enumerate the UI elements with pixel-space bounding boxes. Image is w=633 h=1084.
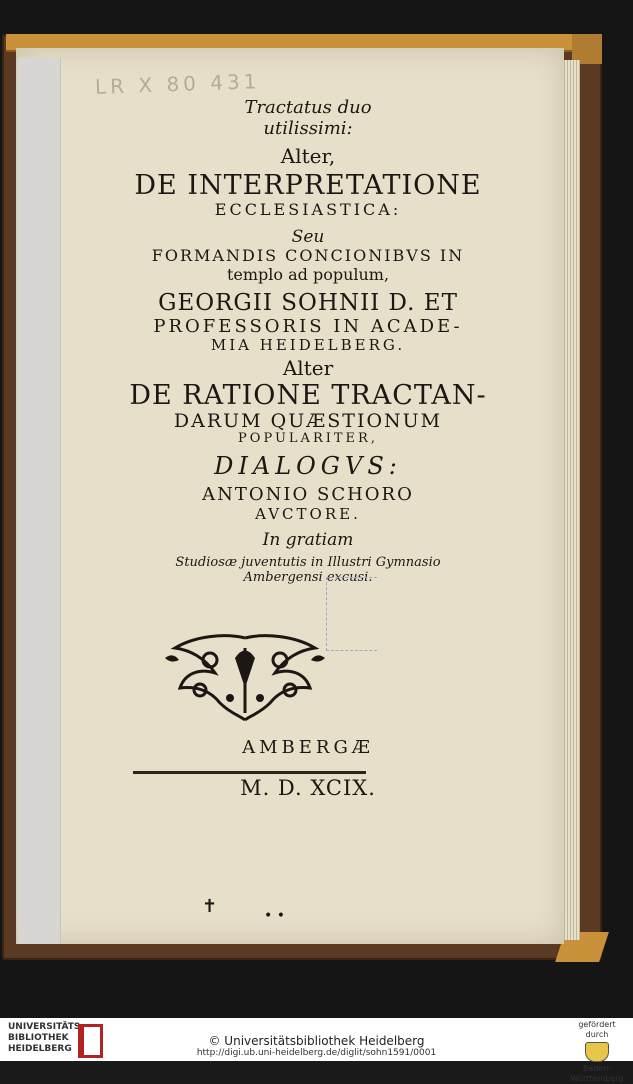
title-line: MIA HEIDELBERG.	[210, 336, 406, 355]
ink-dots-icon: • •	[264, 908, 285, 924]
title-line: In gratiam	[262, 529, 354, 550]
imprint-rule	[133, 771, 366, 774]
title-line: ECCLESIASTICA:	[214, 200, 402, 220]
title-line: AVCTORE.	[255, 504, 361, 523]
title-line: templo ad populum,	[226, 264, 390, 284]
funder-block[interactable]	[567, 1020, 627, 1084]
library-logo-line: BIBLIOTHEK	[8, 1033, 69, 1043]
permalink[interactable]: http://digi.ub.uni-heidelberg.de/diglit/sohn1591/0001	[196, 1048, 437, 1058]
title-line: DIALOGVS:	[214, 452, 402, 481]
library-logo-line: HEIDELBERG	[8, 1044, 72, 1054]
title-line: GEORGII SOHNII D. ET	[158, 290, 458, 317]
gutter-strip	[18, 58, 61, 944]
imprint	[60, 738, 556, 759]
title-line: ANTONIO SCHORO	[202, 483, 414, 505]
title-line: DE INTERPRETATIONE	[134, 170, 482, 202]
title-line: Seu	[291, 226, 325, 247]
title-line: POPULARITER,	[238, 431, 378, 447]
viewer-footer	[0, 1018, 633, 1083]
pencil-shelfmark: LR X 80 431	[94, 69, 261, 99]
state-crest-icon	[585, 1042, 609, 1062]
title-line: Tractatus duo	[244, 97, 372, 118]
title-line: PROFESSORIS IN ACADE-	[153, 315, 463, 337]
ornament-icon	[155, 628, 335, 724]
title-line: Alter,	[280, 144, 336, 169]
title-line: Ambergensi excusi.	[243, 570, 373, 586]
title-line: FORMANDIS CONCIONIBVS IN	[151, 246, 465, 266]
title-line: DARUM QUÆSTIONUM	[173, 409, 443, 432]
imprint-place: AMBERGÆ	[242, 737, 374, 758]
copyright-notice: © Universitätsbibliothek Heidelberg	[208, 1034, 425, 1048]
funder-name: Baden-Württemberg	[570, 1064, 624, 1083]
title-line: DE RATIONE TRACTAN-	[129, 379, 487, 411]
title-line: Alter	[282, 355, 334, 380]
title-line: utilissimi:	[263, 117, 353, 139]
funder-label: gefördert durch	[578, 1020, 616, 1039]
imprint-year: M. D. XCIX.	[240, 776, 376, 800]
library-logo-line: UNIVERSITÄTS-	[8, 1022, 85, 1032]
title-text-block	[60, 70, 556, 586]
signature-mark-icon: ✝	[202, 896, 218, 917]
imprint-date	[60, 776, 556, 800]
title-line: Studiosæ juventutis in Illustri Gymnasio	[175, 555, 441, 571]
